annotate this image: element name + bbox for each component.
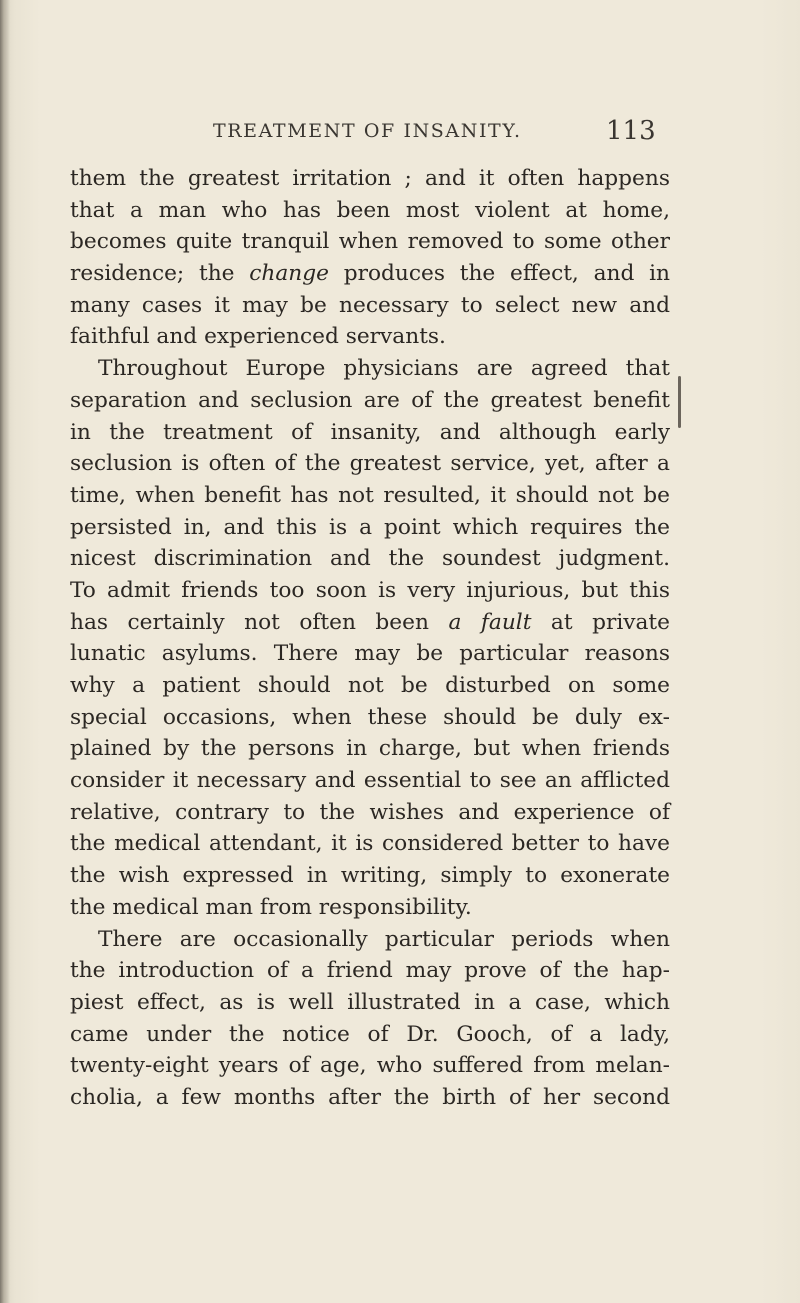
text-line: seclusion is often of the greatest service, yet, after a xyxy=(70,451,670,477)
text-line: There are occasionally particular periods when xyxy=(98,926,670,952)
text-line: Throughout Europe physicians are agreed that xyxy=(98,356,670,382)
text-line xyxy=(70,607,670,639)
text-line: faithful and experienced servants. xyxy=(70,324,446,350)
text-line: nicest discrimination and the soundest judgment. xyxy=(70,546,670,572)
text-line: To admit friends too soon is very injurious, but this xyxy=(70,577,670,603)
text-line: consider it necessary and essential to see an afflicted xyxy=(70,768,670,794)
binding-shadow xyxy=(0,0,10,1303)
text-line: cholia, a few months after the birth of her second xyxy=(70,1084,670,1110)
text-line: the medical attendant, it is considered better to have xyxy=(70,831,670,857)
text-line: piest effect, as is well illustrated in a case, which xyxy=(70,989,670,1015)
text-line: relative, contrary to the wishes and experience of xyxy=(70,799,670,825)
italic-emphasis: change xyxy=(249,261,329,287)
italic-emphasis: a fault xyxy=(448,609,532,635)
text-line: that a man who has been most violent at home, xyxy=(70,197,670,223)
text-line: time, when benefit has not resulted, it should not be xyxy=(70,482,670,508)
running-head: TREATMENT OF INSANITY. xyxy=(213,120,522,142)
text-line: twenty-eight years of age, who suffered from melan- xyxy=(70,1053,670,1079)
text-line: lunatic asylums. There may be particular reasons xyxy=(70,641,670,667)
text-line: came under the notice of Dr. Gooch, of a lady, xyxy=(70,1021,670,1047)
text-line: persisted in, and this is a point which requires the xyxy=(70,514,670,540)
text-line: many cases it may be necessary to select new and xyxy=(70,292,670,318)
text-line: separation and seclusion are of the greatest benefit xyxy=(70,387,670,413)
text-line: plained by the persons in charge, but when friends xyxy=(70,736,670,762)
text-line: becomes quite tranquil when removed to some other xyxy=(70,229,670,255)
page-number: 113 xyxy=(606,116,656,146)
text-line: the introduction of a friend may prove of the hap- xyxy=(70,958,670,984)
text-line: the wish expressed in writing, simply to exonerate xyxy=(70,863,670,889)
text-run: has certainly not often been xyxy=(70,609,449,635)
text-line xyxy=(70,258,670,290)
text-run: at private xyxy=(531,609,670,635)
margin-mark xyxy=(678,376,681,428)
text-line: them the greatest irritation ; and it often happens xyxy=(70,166,670,191)
text-line: the medical man from responsibility. xyxy=(70,894,472,920)
text-line: in the treatment of insanity, and although early xyxy=(70,419,670,445)
text-run: residence; the xyxy=(70,261,250,287)
text-line: special occasions, when these should be duly ex- xyxy=(70,704,670,730)
text-run: produces the effect, and in xyxy=(328,261,670,287)
body-text xyxy=(70,163,670,1114)
page-header xyxy=(0,118,800,148)
text-line: why a patient should not be disturbed on some xyxy=(70,673,670,698)
